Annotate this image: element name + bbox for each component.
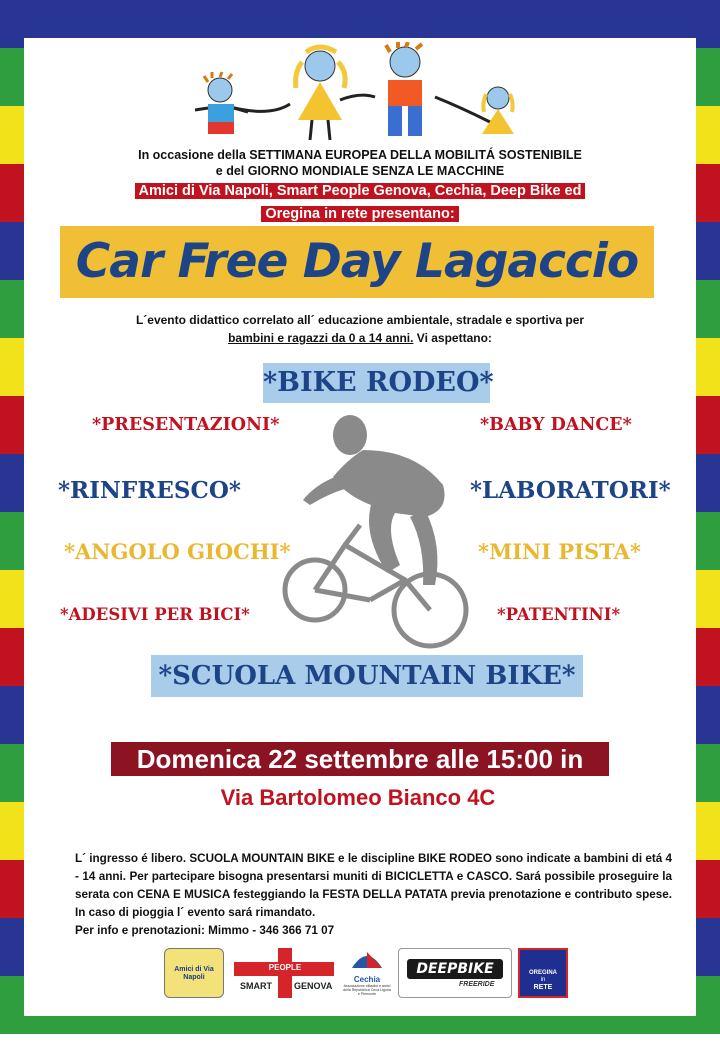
smart-logo-top: PEOPLE [268, 963, 302, 972]
intro-line-2: e del GIORNO MONDIALE SENZA LE MACCHINE [215, 164, 505, 178]
smart-logo-right: GENOVA [294, 981, 333, 991]
deep-bike-logo-subtext: FREERIDE [459, 981, 495, 988]
cechia-logo-subtext: Associazione cittadini e amici della Repubblica Ceca Liguria e Piemonte [343, 984, 391, 996]
cechia-flag-icon [342, 948, 392, 970]
intro-text [24, 147, 696, 179]
activity-rinfresco: *RINFRESCO* [58, 477, 241, 504]
amici-logo-text: Amici di Via Napoli [174, 966, 214, 981]
organizers-line-2: Oregina in rete presentano: [261, 206, 458, 222]
activity-adesivi: *ADESIVI PER BICI* [60, 605, 250, 624]
activity-scuola-mountain-bike: *SCUOLA MOUNTAIN BIKE* [151, 655, 583, 697]
children-illustration [190, 42, 530, 142]
description-rest: Vi aspettano: [413, 331, 492, 345]
description-line-2 [24, 329, 696, 347]
event-address: Via Bartolomeo Bianco 4C [196, 782, 520, 814]
oregina-in-rete-logo [518, 948, 568, 998]
cechia-logo [342, 948, 392, 998]
activity-presentazioni: *PRESENTAZIONI* [92, 415, 280, 435]
event-title: Car Free Day Lagaccio [75, 234, 639, 289]
activity-patentini: *PATENTINI* [497, 605, 621, 624]
deep-bike-logo [398, 948, 512, 998]
bmx-rider-silhouette [275, 405, 475, 650]
description-underlined: bambini e ragazzi da 0 a 14 anni. [228, 331, 414, 345]
organizers-line-1: Amici di Via Napoli, Smart People Genova, Cechia, Deep Bike ed [135, 183, 586, 199]
organizers-block [24, 182, 696, 201]
info-paragraph: L´ ingresso é libero. SCUOLA MOUNTAIN BIKE e le discipline BIKE RODEO sono indicate a bambini di etá 4 - 14 anni. Per partecipare bisogna presentarsi muniti di BICICLETTA e CASCO. Sará possibile proseguire la serata con CENA E MUSICA festeggiando la FESTA DELLA PATATA previa prenotazione e contributo spese. In caso di pioggia l´ evento sará rimandato. [75, 852, 672, 919]
activity-baby-dance: *BABY DANCE* [480, 415, 632, 435]
event-description [24, 311, 696, 347]
activity-bike-rodeo: *BIKE RODEO* [263, 363, 490, 403]
event-date: Domenica 22 settembre alle 15:00 in [111, 742, 609, 776]
oregina-logo-line-2: in [540, 977, 546, 983]
info-text [75, 850, 672, 940]
activity-mini-pista: *MINI PISTA* [478, 539, 641, 564]
oregina-logo-line-1: OREGINA [528, 970, 557, 976]
cechia-logo-text: Cechia [353, 975, 381, 984]
deep-bike-logo-text: DEEPBIKE [416, 961, 494, 977]
activity-laboratori: *LABORATORI* [470, 477, 671, 504]
intro-line-1: In occasione della SETTIMANA EUROPEA DELLA MOBILITÁ SOSTENIBILE [138, 148, 582, 162]
smart-people-genova-logo [234, 948, 334, 998]
organizers-block-2 [24, 205, 696, 224]
smart-logo-left: SMART [240, 981, 272, 991]
activity-angolo-giochi: *ANGOLO GIOCHI* [64, 539, 291, 564]
oregina-logo-line-3: RETE [533, 984, 553, 991]
info-contact: Per info e prenotazioni: Mimmo - 346 366 71 07 [75, 924, 335, 937]
description-line-1: L´evento didattico correlato all´ educazione ambientale, stradale e sportiva per [135, 313, 585, 327]
amici-via-napoli-logo [164, 948, 224, 998]
